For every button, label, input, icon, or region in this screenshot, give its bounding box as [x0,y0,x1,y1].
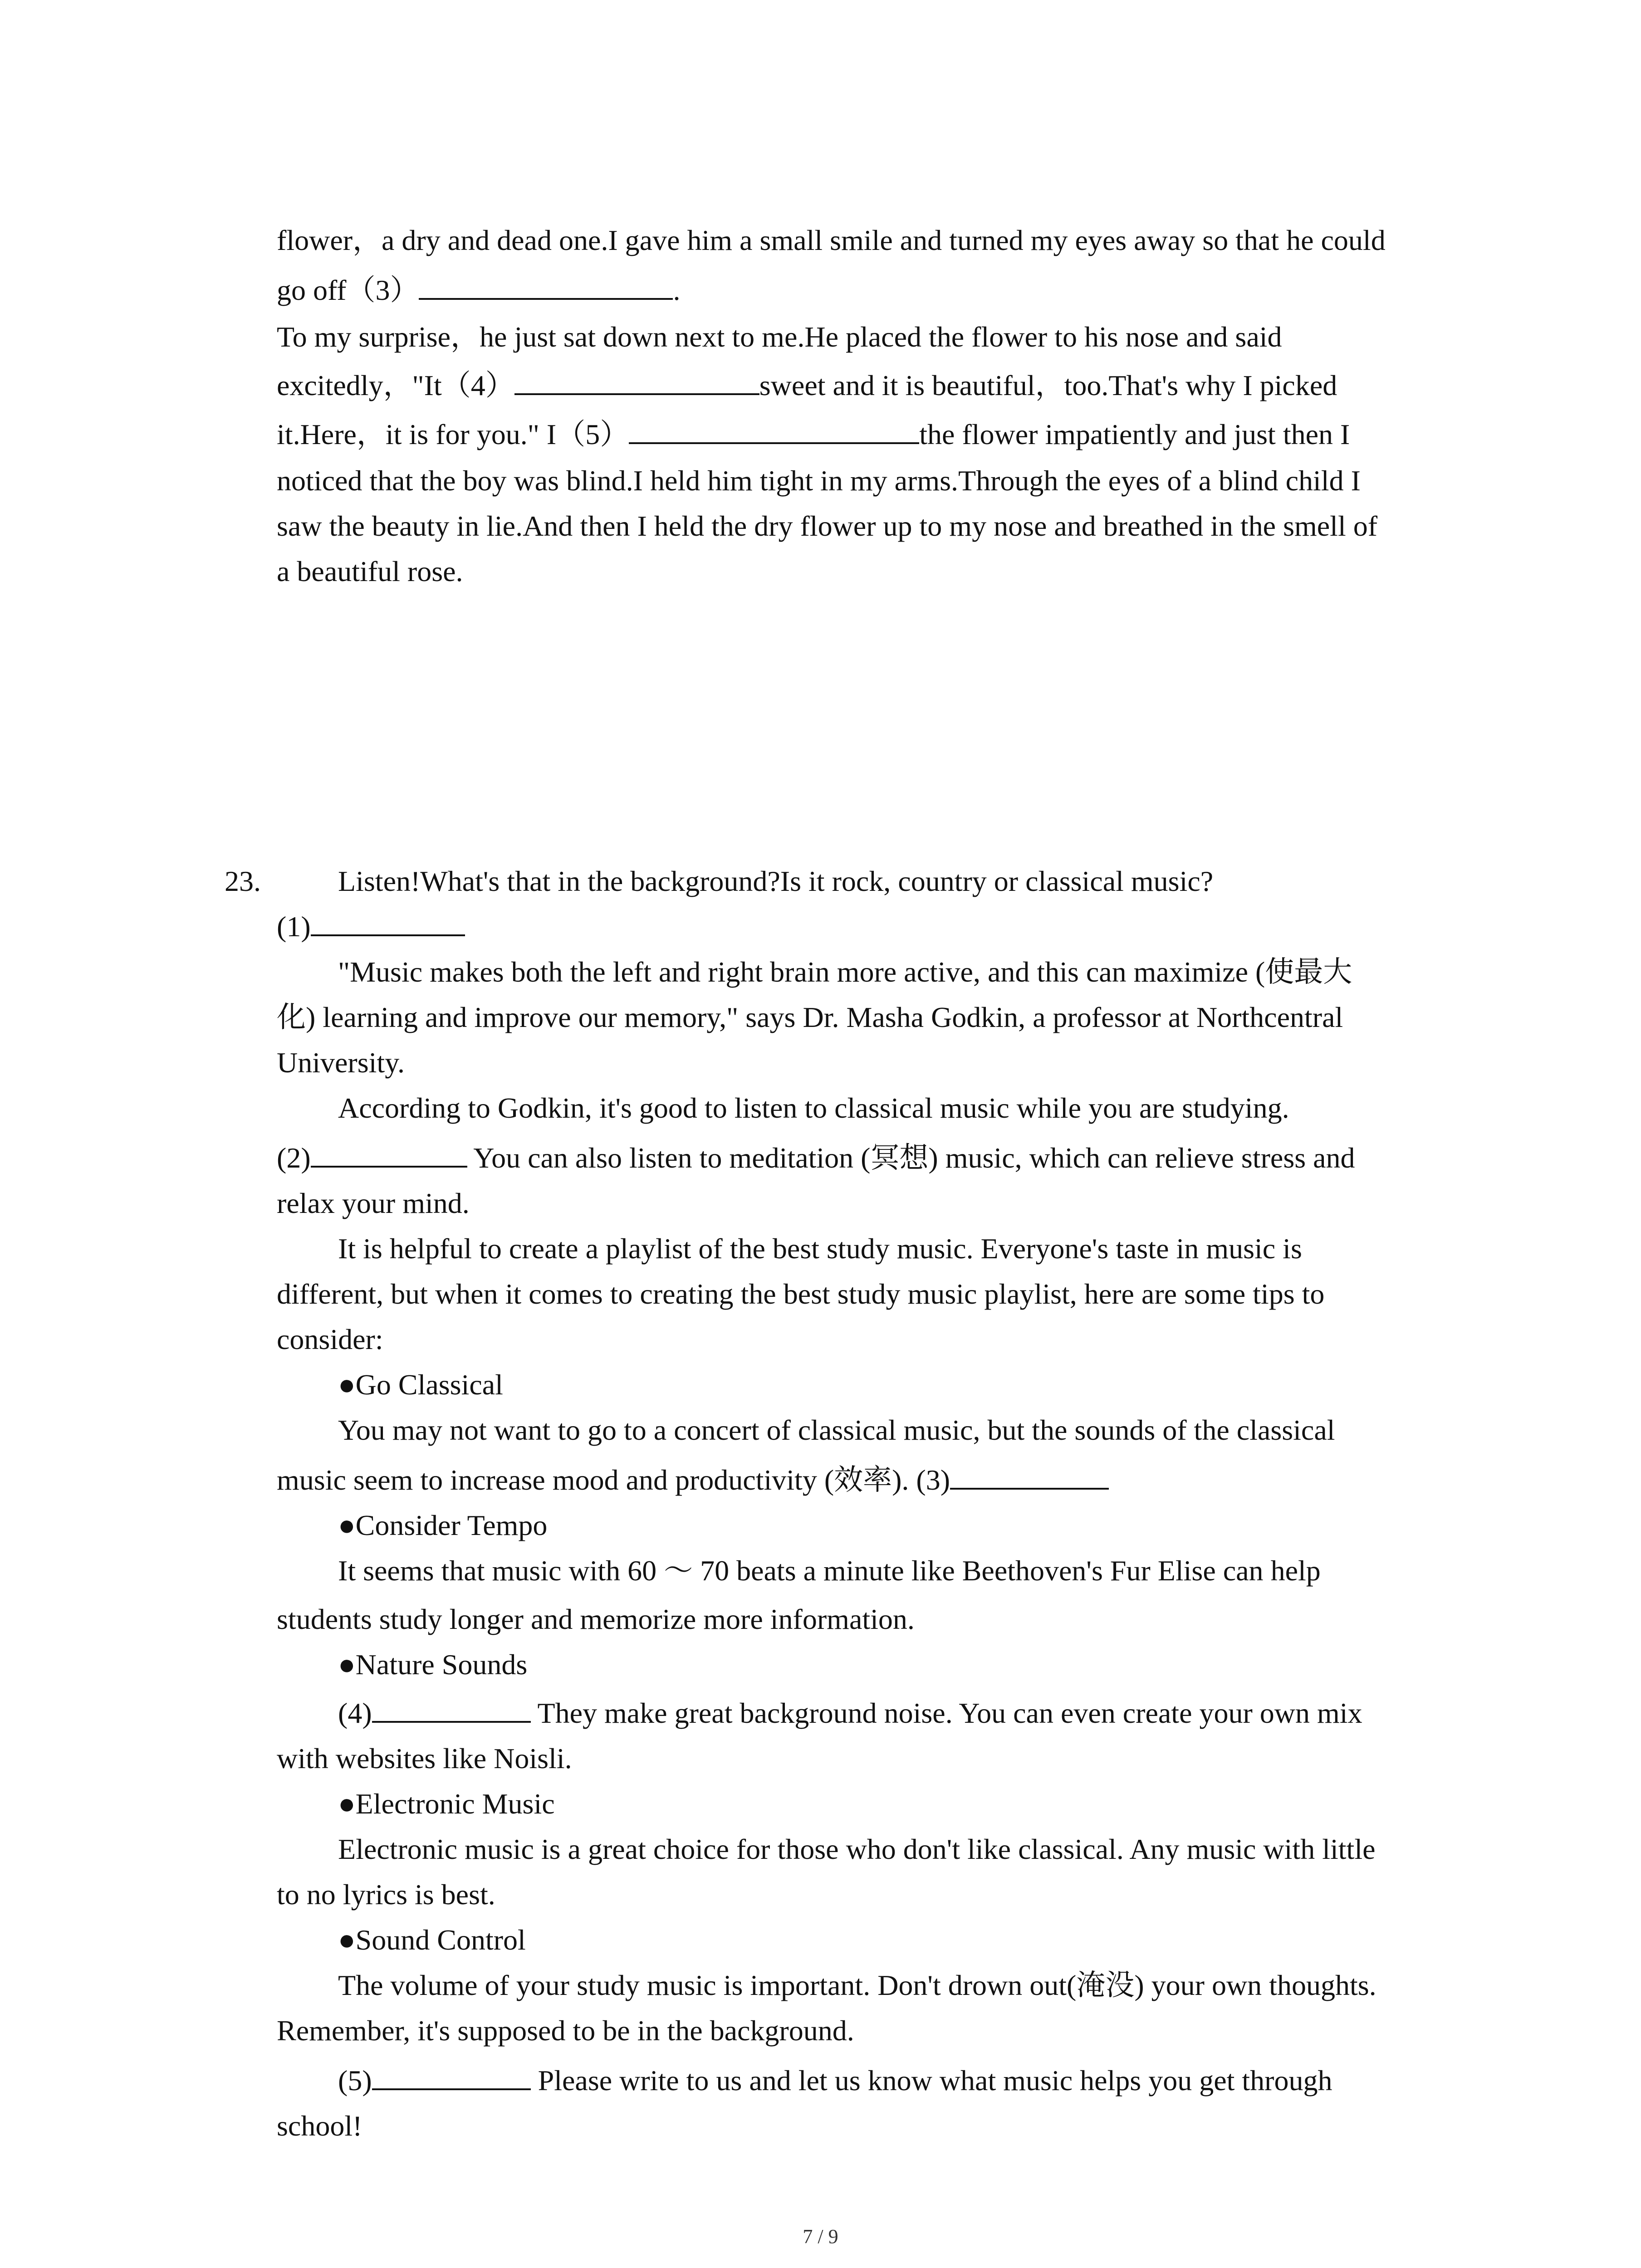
paragraph-line: to no lyrics is best. [277,1878,495,1911]
paragraph-text: music seem to increase mood and productivity (效率). (3) [277,1464,950,1496]
answer-blank-4[interactable] [514,365,759,395]
paragraph-line [277,1135,1452,1181]
answer-blank-q5[interactable] [372,2060,531,2090]
paragraph-line: students study longer and memorize more information. [277,1603,915,1635]
story-text: it.Here，it is for you." I（5） [277,418,629,450]
paragraph-line: University. [277,1046,405,1079]
answer-blank-1[interactable] [311,906,465,936]
paragraph-line: consider: [277,1323,383,1355]
blank-label: (1) [277,910,311,943]
story-line: noticed that the boy was blind.I held him tight in my arms.Through the eyes of a blind child I [277,464,1361,497]
page-number: 7 / 9 [803,2225,838,2248]
section-heading: ●Electronic Music [338,1788,555,1820]
answer-blank-5[interactable] [629,414,919,444]
paragraph-line: different, but when it comes to creating the best study music playlist, here are some tips to [277,1278,1325,1310]
question-intro: Listen!What's that in the background?Is it rock, country or classical music? [338,865,1214,897]
story-line [277,412,1452,457]
paragraph-line: with websites like Noisli. [277,1742,572,1774]
story-text: the flower impatiently and just then I [919,418,1350,450]
paragraph-line [338,2058,1452,2103]
section-heading: ●Go Classical [338,1369,503,1401]
story-line [277,268,1452,313]
paragraph-line: "Music makes both the left and right brain more active, and this can maximize (使最大 [338,956,1352,988]
section-heading: ●Nature Sounds [338,1648,528,1681]
answer-blank-2[interactable] [311,1138,467,1168]
paragraph-text: You can also listen to meditation (冥想) music, which can relieve stress and [467,1142,1355,1174]
answer-blank-3[interactable] [419,270,673,300]
story-line: saw the beauty in lie.And then I held the dry flower up to my nose and breathed in the smell of [277,510,1378,542]
paragraph-line: Electronic music is a great choice for those who don't like classical. Any music with little [338,1833,1376,1865]
story-line: flower，a dry and dead one.I gave him a small smile and turned my eyes away so that he could [277,224,1386,256]
section-heading: ●Sound Control [338,1924,526,1956]
paragraph-text: They make great background noise. You can even create your own mix [530,1697,1362,1729]
paragraph-line: It is helpful to create a playlist of the best study music. Everyone's taste in music is [338,1232,1302,1265]
paragraph-text: Please write to us and let us know what music helps you get through [530,2064,1332,2097]
paragraph-line: It seems that music with 60 ～ 70 beats a minute like Beethoven's Fur Elise can help [338,1554,1321,1587]
story-text: go off（3） [277,274,419,306]
paragraph-line: school! [277,2110,362,2142]
blank-label: (2) [277,1142,311,1174]
paragraph-line: According to Godkin, it's good to listen to classical music while you are studying. [338,1092,1289,1124]
section-heading: ●Consider Tempo [338,1509,548,1541]
paragraph-line: The volume of your study music is important. Don't drown out(淹没) your own thoughts. [338,1969,1376,2001]
story-line: To my surprise，he just sat down next to me.He placed the flower to his nose and said [277,321,1282,353]
paragraph-line: You may not want to go to a concert of classical music, but the sounds of the classical [338,1414,1335,1446]
answer-blank-q3[interactable] [950,1460,1109,1490]
blank-label: (5) [338,2064,372,2097]
answer-blank-q4[interactable] [372,1693,531,1723]
story-line: a beautiful rose. [277,555,463,587]
paragraph-line: Remember, it's supposed to be in the background. [277,2014,854,2047]
question-number: 23. [225,865,261,897]
blank-label: (4) [338,1697,372,1729]
story-text: excitedly，"It（4） [277,369,514,401]
story-text: sweet and it is beautiful，too.That's why I picked [759,369,1337,401]
paragraph-line [338,1691,1452,1736]
story-text: . [673,274,681,306]
paragraph-line: 化) learning and improve our memory," says Dr. Masha Godkin, a professor at Northcentral [277,1001,1343,1033]
answer-line-1 [277,904,1452,949]
story-line [277,363,1452,408]
paragraph-line: relax your mind. [277,1187,470,1219]
paragraph-line [277,1457,1452,1503]
